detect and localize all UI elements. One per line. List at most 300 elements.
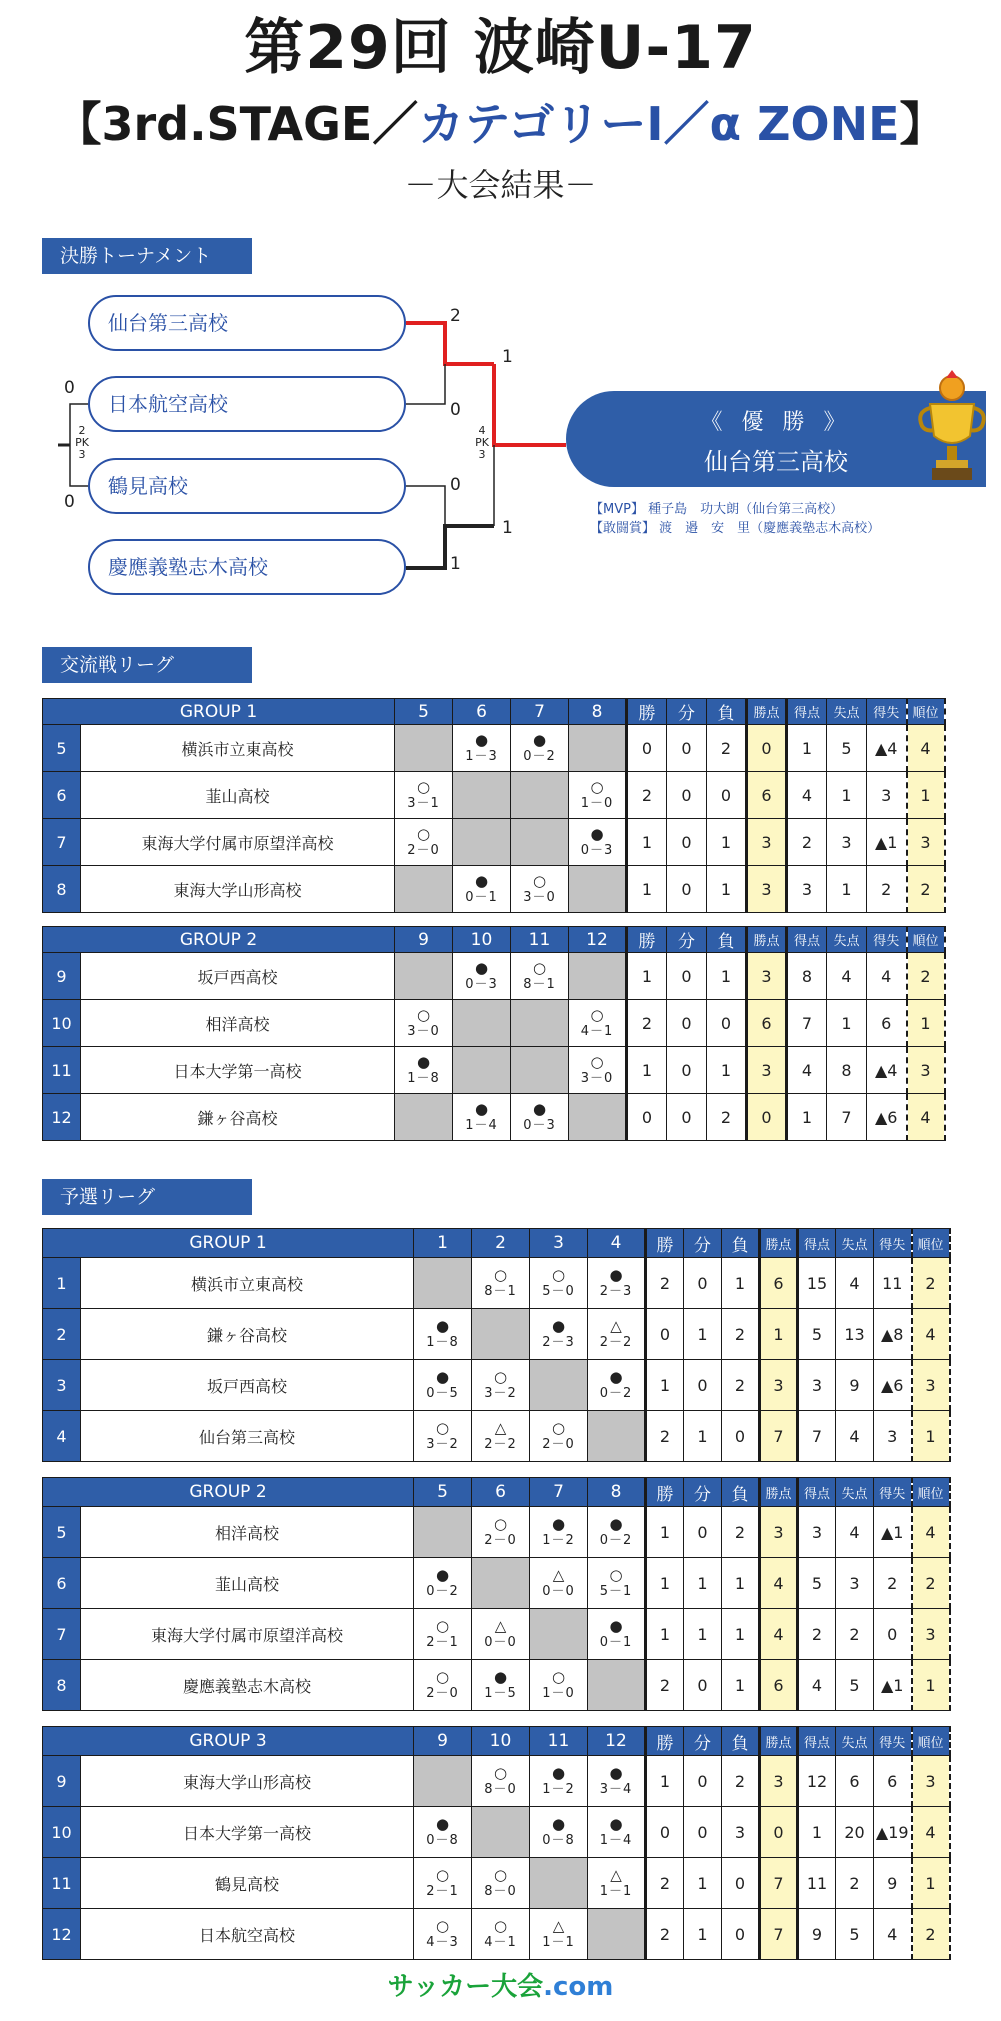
stat-draws: 0	[684, 1258, 722, 1309]
result-mark: ○	[435, 1668, 450, 1686]
match-result	[395, 1000, 453, 1047]
stat-wins: 1	[646, 1507, 684, 1558]
result-mark: ○	[435, 1419, 450, 1437]
result-mark: △	[610, 1866, 622, 1884]
result-score: 4－3	[426, 1935, 459, 1950]
stat-goals-for: 7	[798, 1411, 836, 1462]
result-score: 3－4	[599, 1782, 633, 1797]
result-score: 0－1	[599, 1635, 633, 1650]
team-name: 日本航空高校	[81, 1909, 414, 1960]
stat-points: 3	[747, 819, 787, 866]
stat-losses: 1	[707, 866, 747, 913]
team-number: 3	[43, 1360, 81, 1411]
opponent-col-header: 3	[530, 1229, 588, 1258]
bracket-team-1: 仙台第三高校	[88, 295, 406, 351]
team-name: 東海大学山形高校	[81, 1756, 414, 1807]
match-result	[511, 819, 569, 866]
stat-goal-diff: 4	[874, 1909, 912, 1960]
stat-goals-for: 3	[798, 1507, 836, 1558]
match-result	[395, 725, 453, 772]
match-result	[530, 1309, 588, 1360]
result-score: 1－0	[542, 1686, 575, 1701]
stat-goals-for: 7	[787, 1000, 827, 1047]
match-result	[453, 1047, 511, 1094]
page-subtitle: 【3rd.STAGE／カテゴリーI／α ZONE】	[55, 97, 946, 151]
result-mark: △	[552, 1917, 565, 1935]
team-name: 鎌ヶ谷高校	[81, 1309, 414, 1360]
stat-goals-against: 4	[836, 1258, 874, 1309]
stat-goals-for: 15	[798, 1258, 836, 1309]
result-score: 3－2	[426, 1437, 459, 1452]
team-number: 2	[43, 1309, 81, 1360]
stat-wins: 1	[627, 866, 667, 913]
match-result	[511, 1000, 569, 1047]
stat-draws: 0	[667, 953, 707, 1000]
match-result	[395, 1047, 453, 1094]
result-score: 3－0	[580, 1071, 614, 1086]
stat-rank: 3	[912, 1756, 950, 1807]
stat-col-header: 順位	[907, 927, 945, 953]
result-score: 1－2	[542, 1782, 575, 1797]
team-name: 坂戸西高校	[81, 1360, 414, 1411]
stat-col-header: 分	[684, 1727, 722, 1756]
table-row	[43, 1756, 950, 1807]
opponent-col-header: 5	[414, 1478, 472, 1507]
team-name: 慶應義塾志木高校	[81, 1660, 414, 1711]
opponent-col-header: 11	[511, 927, 569, 953]
team-name: 鶴見高校	[81, 1858, 414, 1909]
bracket-lines	[0, 280, 600, 610]
match-result	[511, 953, 569, 1000]
match-result	[530, 1756, 588, 1807]
stat-losses: 1	[707, 953, 747, 1000]
stat-wins: 1	[627, 1047, 667, 1094]
group-name: GROUP 2	[43, 927, 395, 953]
result-mark: ●	[609, 1368, 623, 1386]
stat-col-header: 失点	[836, 1478, 874, 1507]
stat-goals-against: 5	[827, 725, 867, 772]
stat-losses: 2	[722, 1309, 760, 1360]
table-row	[43, 725, 945, 772]
result-score: 1－4	[465, 1118, 498, 1133]
stat-draws: 0	[667, 772, 707, 819]
stat-wins: 1	[627, 953, 667, 1000]
group-name: GROUP 2	[43, 1478, 414, 1507]
stat-points: 4	[760, 1558, 798, 1609]
stat-wins: 2	[646, 1858, 684, 1909]
team-number: 4	[43, 1411, 81, 1462]
bracket-line-r1-bottom-loser	[406, 486, 445, 526]
result-score: 2－0	[542, 1437, 575, 1452]
stat-col-header: 失点	[827, 927, 867, 953]
opponent-col-header: 2	[472, 1229, 530, 1258]
stat-col-header: 勝点	[747, 699, 787, 725]
stat-col-header: 分	[684, 1229, 722, 1258]
section-exchange: 交流戦リーグ	[42, 647, 252, 683]
result-mark: ●	[435, 1368, 450, 1386]
stat-goal-diff: ▲1	[867, 819, 907, 866]
stat-goal-diff: 2	[867, 866, 907, 913]
result-score: 3－1	[407, 796, 440, 811]
score-team2-left: 0	[64, 378, 75, 398]
stat-col-header: 得失	[867, 699, 907, 725]
stat-wins: 1	[646, 1756, 684, 1807]
result-mark: ○	[493, 1266, 508, 1284]
result-mark: ○	[532, 872, 547, 890]
stat-goals-against: 2	[836, 1858, 874, 1909]
team-number: 1	[43, 1258, 81, 1309]
stat-col-header: 順位	[907, 699, 945, 725]
match-result	[530, 1411, 588, 1462]
stat-col-header: 分	[667, 699, 707, 725]
stat-points: 0	[760, 1807, 798, 1858]
result-score: 1－0	[580, 796, 614, 811]
stat-col-header: 負	[722, 1727, 760, 1756]
result-mark: ○	[590, 778, 604, 796]
stat-points: 6	[760, 1258, 798, 1309]
result-score: 0－1	[465, 890, 498, 905]
stat-goals-for: 1	[787, 725, 827, 772]
result-score: 2－3	[542, 1335, 575, 1350]
stat-losses: 1	[722, 1609, 760, 1660]
match-result	[453, 866, 511, 913]
team-name: 相洋高校	[81, 1507, 414, 1558]
stat-goal-diff: ▲1	[874, 1507, 912, 1558]
stat-wins: 0	[627, 725, 667, 772]
match-result	[472, 1360, 530, 1411]
stat-rank: 4	[912, 1807, 950, 1858]
match-result	[395, 866, 453, 913]
result-mark: ○	[435, 1617, 450, 1635]
stat-col-header: 失点	[836, 1727, 874, 1756]
match-result	[414, 1756, 472, 1807]
match-result	[414, 1909, 472, 1960]
stat-goals-against: 20	[836, 1807, 874, 1858]
match-result	[414, 1507, 472, 1558]
result-mark: ○	[609, 1566, 623, 1584]
match-result	[569, 772, 627, 819]
exchange-group-table	[42, 698, 946, 913]
match-result	[472, 1858, 530, 1909]
stat-rank: 4	[907, 725, 945, 772]
stat-goals-for: 5	[798, 1309, 836, 1360]
result-mark: ○	[416, 778, 431, 796]
result-mark: ●	[609, 1266, 623, 1284]
stat-wins: 2	[646, 1660, 684, 1711]
stat-points: 3	[760, 1756, 798, 1807]
result-score: 1－3	[465, 749, 498, 764]
match-result	[395, 819, 453, 866]
result-mark: ○	[493, 1866, 508, 1884]
score-team4: 1	[450, 554, 461, 574]
team-name: 鎌ヶ谷高校	[81, 1094, 395, 1141]
match-result	[453, 1094, 511, 1141]
bracket-team-2: 日本航空高校	[88, 376, 406, 432]
exchange-group-table	[42, 926, 946, 1141]
stat-col-header: 得失	[874, 1727, 912, 1756]
result-score: 0－2	[599, 1386, 633, 1401]
result-score: 2－0	[484, 1533, 517, 1548]
result-score: 3－2	[484, 1386, 517, 1401]
table-row	[43, 1609, 950, 1660]
stat-wins: 1	[627, 819, 667, 866]
result-score: 0－0	[542, 1584, 575, 1599]
result-mark: ○	[590, 1053, 604, 1071]
match-result	[588, 1807, 646, 1858]
table-row	[43, 1047, 945, 1094]
result-mark: ●	[590, 825, 604, 843]
result-mark: ●	[609, 1515, 623, 1533]
match-result	[453, 819, 511, 866]
prelim-group-table	[42, 1726, 951, 1960]
result-score: 1－1	[599, 1884, 633, 1899]
score-team3-left: 0	[64, 492, 75, 512]
match-result	[395, 953, 453, 1000]
stat-goals-against: 7	[827, 1094, 867, 1141]
table-row	[43, 1660, 950, 1711]
stat-goals-against: 5	[836, 1660, 874, 1711]
stat-wins: 1	[646, 1558, 684, 1609]
result-mark: △	[494, 1419, 507, 1437]
result-score: 1－8	[426, 1335, 459, 1350]
stat-wins: 0	[646, 1807, 684, 1858]
stat-goal-diff: ▲4	[867, 725, 907, 772]
stat-goal-diff: 4	[867, 953, 907, 1000]
stat-points: 4	[760, 1609, 798, 1660]
stat-goal-diff: 6	[874, 1756, 912, 1807]
match-result	[395, 1094, 453, 1141]
stat-goals-for: 11	[798, 1858, 836, 1909]
stat-rank: 2	[912, 1909, 950, 1960]
stat-draws: 0	[667, 1000, 707, 1047]
result-score: 0－8	[542, 1833, 575, 1848]
match-result	[588, 1858, 646, 1909]
stat-col-header: 勝点	[760, 1229, 798, 1258]
stat-col-header: 得点	[798, 1229, 836, 1258]
stat-wins: 0	[627, 1094, 667, 1141]
match-result	[588, 1507, 646, 1558]
match-result	[453, 725, 511, 772]
match-result	[530, 1660, 588, 1711]
match-result	[569, 725, 627, 772]
match-result	[588, 1258, 646, 1309]
stat-wins: 2	[646, 1909, 684, 1960]
stat-col-header: 勝	[646, 1727, 684, 1756]
stat-losses: 1	[707, 819, 747, 866]
table-row	[43, 1258, 950, 1309]
stat-draws: 0	[667, 1094, 707, 1141]
stat-goals-against: 9	[836, 1360, 874, 1411]
match-result	[530, 1609, 588, 1660]
result-score: 2－1	[426, 1884, 459, 1899]
stat-losses: 2	[707, 725, 747, 772]
score-team3: 0	[450, 475, 461, 495]
table-row	[43, 1094, 945, 1141]
table-row	[43, 866, 945, 913]
stat-goals-for: 4	[787, 772, 827, 819]
bracket-line-r1-top-winner	[406, 323, 494, 364]
group-name: GROUP 1	[43, 1229, 414, 1258]
match-result	[588, 1909, 646, 1960]
result-score: 3－0	[523, 890, 556, 905]
result-mark: ●	[435, 1566, 450, 1584]
opponent-col-header: 4	[588, 1229, 646, 1258]
stat-draws: 1	[684, 1558, 722, 1609]
stat-losses: 1	[722, 1558, 760, 1609]
stat-losses: 0	[722, 1858, 760, 1909]
table-row	[43, 1909, 950, 1960]
team-name: 韮山高校	[81, 1558, 414, 1609]
stat-col-header: 勝点	[760, 1727, 798, 1756]
table-row	[43, 1360, 950, 1411]
table-row	[43, 1858, 950, 1909]
stat-goal-diff: ▲1	[874, 1660, 912, 1711]
stat-goals-for: 5	[798, 1558, 836, 1609]
match-result	[569, 1047, 627, 1094]
stat-col-header: 負	[722, 1478, 760, 1507]
stat-goals-for: 8	[787, 953, 827, 1000]
match-result	[414, 1858, 472, 1909]
match-result	[588, 1660, 646, 1711]
stat-goal-diff: ▲6	[867, 1094, 907, 1141]
match-result	[530, 1807, 588, 1858]
result-score: 0－5	[426, 1386, 459, 1401]
stat-wins: 1	[646, 1360, 684, 1411]
stat-rank: 1	[907, 1000, 945, 1047]
stat-draws: 1	[684, 1858, 722, 1909]
result-score: 0－0	[484, 1635, 517, 1650]
result-mark: ●	[609, 1815, 623, 1833]
stat-col-header: 得失	[874, 1229, 912, 1258]
stat-goal-diff: 11	[874, 1258, 912, 1309]
result-mark: ●	[474, 731, 489, 749]
team-name: 東海大学山形高校	[81, 866, 395, 913]
match-result	[588, 1609, 646, 1660]
match-result	[414, 1360, 472, 1411]
section-prelim: 予選リーグ	[42, 1179, 252, 1215]
match-result	[472, 1258, 530, 1309]
match-result	[453, 953, 511, 1000]
award-mvp: 【MVP】 種子島 功大朗（仙台第三高校）	[590, 502, 844, 517]
stat-draws: 0	[667, 1047, 707, 1094]
team-name: 韮山高校	[81, 772, 395, 819]
opponent-col-header: 9	[395, 927, 453, 953]
table-row	[43, 1309, 950, 1360]
stat-wins: 2	[646, 1258, 684, 1309]
stat-losses: 0	[707, 772, 747, 819]
match-result	[530, 1558, 588, 1609]
stat-goals-against: 4	[836, 1507, 874, 1558]
match-result	[511, 725, 569, 772]
stat-goals-against: 2	[836, 1609, 874, 1660]
stat-goals-against: 3	[836, 1558, 874, 1609]
bracket-team-3: 鶴見高校	[88, 458, 406, 514]
stat-rank: 1	[912, 1858, 950, 1909]
stat-rank: 3	[912, 1609, 950, 1660]
match-result	[472, 1411, 530, 1462]
stat-losses: 3	[722, 1807, 760, 1858]
stat-col-header: 得失	[867, 927, 907, 953]
stat-col-header: 得点	[787, 699, 827, 725]
match-result	[414, 1558, 472, 1609]
stat-col-header: 順位	[912, 1478, 950, 1507]
result-mark: ●	[551, 1317, 566, 1335]
result-mark: ●	[435, 1317, 450, 1335]
match-result	[569, 866, 627, 913]
stat-rank: 3	[907, 1047, 945, 1094]
stat-losses: 1	[722, 1258, 760, 1309]
stat-goals-against: 5	[836, 1909, 874, 1960]
stat-draws: 0	[684, 1660, 722, 1711]
match-result	[395, 772, 453, 819]
stat-points: 7	[760, 1909, 798, 1960]
result-mark: ○	[493, 1764, 508, 1782]
score-team2: 0	[450, 400, 461, 420]
pk-left: 2 PK 3	[75, 424, 89, 461]
match-result	[472, 1660, 530, 1711]
stat-col-header: 順位	[912, 1727, 950, 1756]
stat-goal-diff: ▲6	[874, 1360, 912, 1411]
result-mark: ●	[435, 1815, 450, 1833]
stat-losses: 0	[707, 1000, 747, 1047]
stat-points: 3	[747, 866, 787, 913]
team-number: 9	[43, 1756, 81, 1807]
stat-col-header: 負	[707, 927, 747, 953]
section-tournament: 決勝トーナメント	[42, 238, 252, 274]
result-mark: ○	[551, 1668, 566, 1686]
result-mark: ●	[474, 872, 489, 890]
result-mark: ●	[551, 1815, 566, 1833]
table-row	[43, 772, 945, 819]
trophy-icon	[912, 366, 990, 486]
result-mark: ○	[551, 1419, 566, 1437]
opponent-col-header: 10	[453, 927, 511, 953]
match-result	[530, 1507, 588, 1558]
result-score: 2－2	[599, 1335, 633, 1350]
team-number: 7	[43, 1609, 81, 1660]
stat-rank: 2	[912, 1558, 950, 1609]
match-result	[530, 1858, 588, 1909]
stat-wins: 2	[627, 1000, 667, 1047]
stat-goals-for: 2	[798, 1609, 836, 1660]
stat-goal-diff: 3	[874, 1411, 912, 1462]
result-mark: ○	[416, 825, 431, 843]
stat-wins: 2	[627, 772, 667, 819]
stat-goals-for: 12	[798, 1756, 836, 1807]
stat-draws: 1	[684, 1609, 722, 1660]
team-number: 6	[43, 772, 81, 819]
stat-points: 3	[747, 1047, 787, 1094]
stat-losses: 1	[722, 1660, 760, 1711]
result-score: 8－0	[484, 1884, 517, 1899]
footer-logo: サッカー大会.com	[387, 1972, 614, 2002]
result-score: 2－0	[426, 1686, 459, 1701]
team-name: 横浜市立東高校	[81, 725, 395, 772]
match-result	[511, 772, 569, 819]
stat-goals-for: 1	[787, 1094, 827, 1141]
stat-goal-diff: ▲8	[874, 1309, 912, 1360]
table-row	[43, 1507, 950, 1558]
match-result	[511, 1047, 569, 1094]
group-name: GROUP 1	[43, 699, 395, 725]
result-score: 2－2	[484, 1437, 517, 1452]
stat-draws: 0	[684, 1360, 722, 1411]
opponent-col-header: 7	[511, 699, 569, 725]
team-name: 相洋高校	[81, 1000, 395, 1047]
result-score: 0－3	[523, 1118, 556, 1133]
stat-goal-diff: ▲19	[874, 1807, 912, 1858]
stat-col-header: 勝点	[747, 927, 787, 953]
